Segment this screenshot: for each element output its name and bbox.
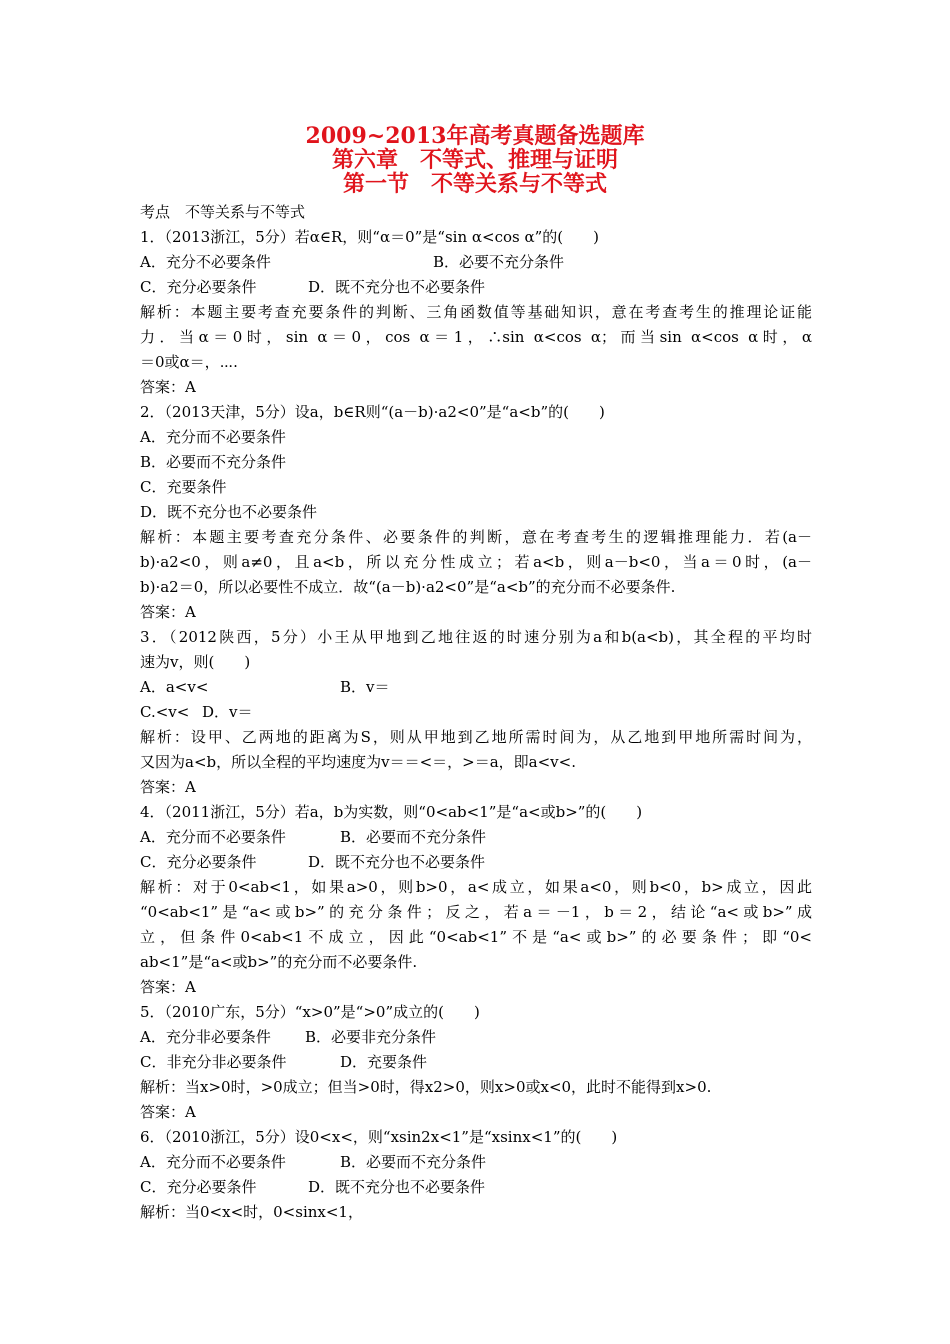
q4-answer: 答案：A	[140, 978, 196, 996]
q1-options-row-2	[140, 275, 812, 300]
q3-analysis-line: 又因为a<b，所以全程的平均速度为v＝＝<＝，>＝a，即a<v<.	[140, 753, 576, 771]
q2-option-d: D．既不充分也不必要条件	[140, 503, 318, 521]
q4-options-row-1	[140, 825, 812, 850]
q5-options-row-1	[140, 1025, 812, 1050]
q3-option-b: B．v＝	[340, 678, 390, 696]
q1-option-c: C．充分必要条件	[140, 278, 257, 296]
section-title: 第一节 不等关系与不等式	[342, 171, 607, 197]
q5-analysis-line: 解析：当x>0时，>0成立；但当>0时，得x2>0，则x>0或x<0，此时不能得到x>0.	[140, 1078, 712, 1096]
q6-option-d: D．既不充分也不必要条件	[308, 1178, 486, 1196]
q1-option-a: A．充分不必要条件	[140, 253, 271, 271]
document-body	[140, 200, 812, 1225]
q2-option-c: C．充要条件	[140, 478, 227, 496]
q3-option-d: D．v＝	[202, 703, 253, 721]
title-block	[0, 124, 950, 196]
q4-option-a: A．充分而不必要条件	[140, 828, 286, 846]
q6-option-c: C．充分必要条件	[140, 1178, 257, 1196]
q1-analysis-line: ＝0或α＝，⋯.	[140, 353, 238, 371]
q1-options-row-1	[140, 250, 812, 275]
topic-heading: 考点 不等关系与不等式	[140, 203, 306, 221]
q2-analysis-line: b)·a2<0，则a≠0，且a<b，所以充分性成立；若a<b，则a－b<0，当a＝0时，(a－	[140, 553, 812, 571]
q2-analysis-line: 解析：本题主要考查充分条件、必要条件的判断，意在考查考生的逻辑推理能力．若(a－	[140, 528, 812, 546]
q5-option-c: C．非充分非必要条件	[140, 1053, 287, 1071]
q1-option-b: B．必要不充分条件	[433, 253, 565, 271]
chapter-title: 第六章 不等式、推理与证明	[331, 147, 618, 173]
q3-stem-line: 3．（2012陕西，5分）小王从甲地到乙地往返的时速分别为a和b(a<b)，其全程的平均时	[140, 628, 812, 646]
q4-analysis-line: 立，但条件0<ab<1不成立，因此“0<ab<1”不是“a<或b>”的必要条件；即“0<	[140, 928, 812, 946]
q1-answer: 答案：A	[140, 378, 196, 396]
q2-stem: 2．（2013天津，5分）设a，b∈R则“(a－b)·a2<0”是“a<b”的( )	[140, 403, 605, 421]
q4-analysis-line: “0<ab<1”是“a<或b>”的充分条件；反之，若a＝－1，b＝2，结论“a<或b>”成	[140, 903, 812, 921]
q3-options-row-1	[140, 675, 812, 700]
q5-options-row-2	[140, 1050, 812, 1075]
q2-analysis-line: b)·a2＝0，所以必要性不成立．故“(a－b)·a2<0”是“a<b”的充分而不必要条件.	[140, 578, 676, 596]
q3-option-a: A．a<v<	[140, 678, 209, 696]
q5-stem: 5．（2010广东，5分）“x>0”是“>0”成立的( )	[140, 1003, 480, 1021]
q4-analysis-line: 解析：对于0<ab<1，如果a>0，则b>0，a<成立，如果a<0，则b<0，b>成立，因此	[140, 878, 812, 896]
q1-analysis-line: 解析：本题主要考查充要条件的判断、三角函数值等基础知识，意在考查考生的推理论证能	[140, 303, 812, 321]
q4-option-b: B．必要而不充分条件	[340, 828, 487, 846]
q4-stem: 4．（2011浙江，5分）若a，b为实数，则“0<ab<1”是“a<或b>”的( )	[140, 803, 643, 821]
q6-option-b: B．必要而不充分条件	[340, 1153, 487, 1171]
q3-answer: 答案：A	[140, 778, 196, 796]
q4-analysis-line: ab<1”是“a<或b>”的充分而不必要条件.	[140, 953, 418, 971]
q3-stem-line: 速为v，则( )	[140, 653, 251, 671]
q1-analysis-line: 力．当α＝0时，sin α＝0，cos α＝1，∴sin α<cos α；而当sin α<cos α时，α	[140, 328, 812, 346]
q6-option-a: A．充分而不必要条件	[140, 1153, 286, 1171]
q5-answer: 答案：A	[140, 1103, 196, 1121]
q5-option-a: A．充分非必要条件	[140, 1028, 271, 1046]
q2-answer: 答案：A	[140, 603, 196, 621]
q4-option-c: C．充分必要条件	[140, 853, 257, 871]
q1-stem: 1．（2013浙江，5分）若α∈R，则“α＝0”是“sin α<cos α”的( )	[140, 228, 599, 246]
q3-option-c: C.<v<	[140, 703, 190, 721]
q6-options-row-2	[140, 1175, 812, 1200]
q5-option-d: D．充要条件	[340, 1053, 428, 1071]
document-title: 2009~2013年高考真题备选题库	[305, 123, 645, 149]
q6-stem: 6．（2010浙江，5分）设0<x<，则“xsin2x<1”是“xsinx<1”的( )	[140, 1128, 618, 1146]
q1-option-d: D．既不充分也不必要条件	[308, 278, 486, 296]
q2-option-b: B．必要而不充分条件	[140, 453, 287, 471]
q5-option-b: B．必要非充分条件	[305, 1028, 437, 1046]
q2-option-a: A．充分而不必要条件	[140, 428, 286, 446]
q6-analysis-line: 解析：当0<x<时，0<sinx<1，	[140, 1203, 363, 1221]
q3-options-row-2	[140, 700, 812, 725]
q3-analysis-line: 解析：设甲、乙两地的距离为S，则从甲地到乙地所需时间为，从乙地到甲地所需时间为，	[140, 728, 812, 746]
q6-options-row-1	[140, 1150, 812, 1175]
q4-options-row-2	[140, 850, 812, 875]
q4-option-d: D．既不充分也不必要条件	[308, 853, 486, 871]
